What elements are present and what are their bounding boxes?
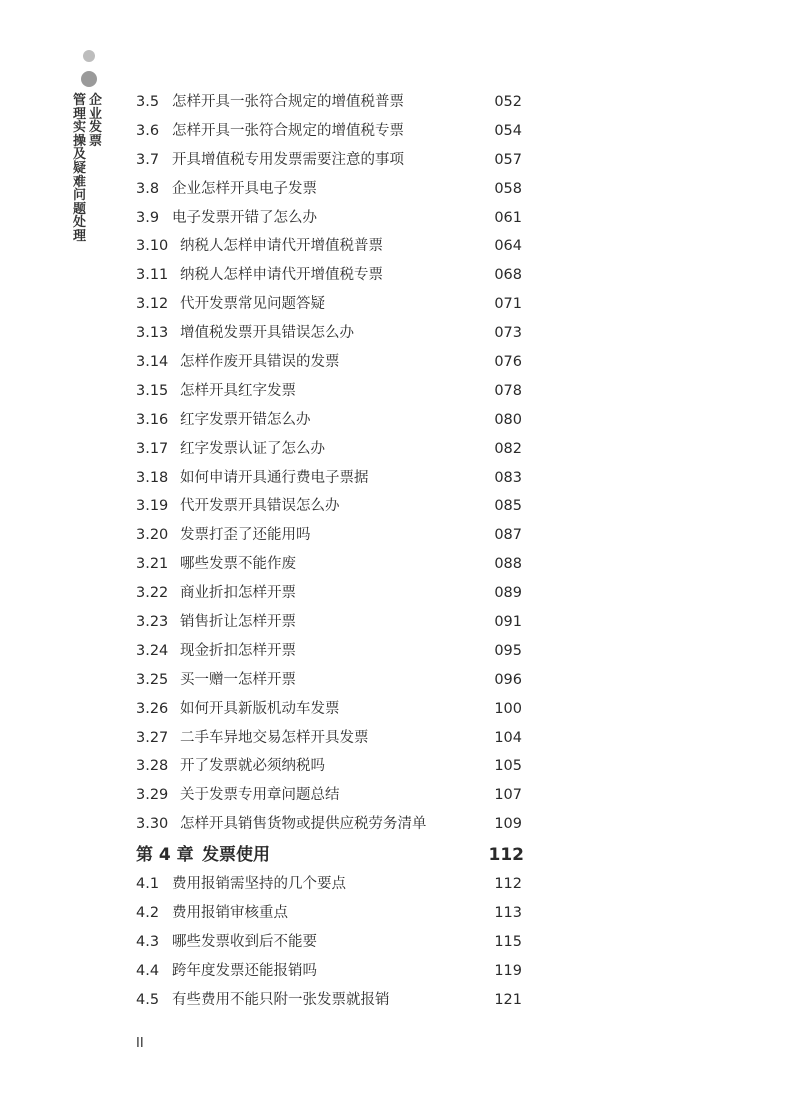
entry-number: 3.8 (136, 180, 160, 197)
entry-title: 代开发票常见问题答疑 (180, 296, 325, 313)
entry-page: 082 (494, 440, 522, 457)
book-title-char: 操 (73, 133, 87, 149)
entry-title: 开具增值税专用发票需要注意的事项 (172, 151, 404, 168)
entry-number: 3.9 (136, 209, 160, 226)
entry-number: 4.5 (136, 991, 160, 1008)
entry-title: 如何开具新版机动车发票 (180, 700, 340, 717)
toc-entry-3-7[interactable] (136, 146, 526, 175)
entry-title: 有些费用不能只附一张发票就报销 (172, 991, 390, 1008)
entry-page: 119 (494, 962, 522, 979)
toc-entry-3-26[interactable] (136, 695, 526, 724)
entry-page: 088 (494, 556, 522, 573)
entry-title: 开了发票就必须纳税吗 (180, 758, 325, 775)
entry-page: 121 (494, 991, 522, 1008)
entry-page: 052 (494, 94, 522, 110)
toc-entry-3-20[interactable] (136, 521, 526, 550)
book-title-char: 题 (73, 201, 87, 217)
entry-title: 买一赠一怎样开票 (180, 671, 296, 688)
entry-page: 089 (494, 585, 522, 602)
toc-entry-3-8[interactable] (136, 175, 526, 204)
entry-title: 怎样开具红字发票 (180, 382, 296, 399)
entry-number: 3.6 (136, 122, 160, 139)
entry-title: 哪些发票收到后不能要 (172, 933, 317, 950)
entry-page: 095 (494, 642, 522, 659)
entry-number: 4.2 (136, 905, 160, 922)
book-title-char: 处 (73, 215, 87, 231)
entry-page: 096 (494, 671, 522, 688)
toc-entry-3-28[interactable] (136, 752, 526, 781)
toc-entry-3-14[interactable] (136, 348, 526, 377)
chapter-title: 发票使用 (202, 845, 270, 866)
book-title-char: 实 (73, 120, 87, 136)
entry-page: 064 (494, 238, 522, 255)
entry-number: 3.15 (136, 382, 169, 399)
toc-entry-4-4[interactable] (136, 957, 526, 986)
entry-page: 107 (494, 787, 522, 804)
entry-title: 费用报销审核重点 (172, 905, 288, 922)
toc-entry-3-9[interactable] (136, 204, 526, 233)
entry-number: 3.27 (136, 729, 169, 746)
entry-number: 3.21 (136, 556, 169, 573)
entry-title: 企业怎样开具电子发票 (172, 180, 317, 197)
book-title-char: 企 (89, 93, 103, 108)
entry-number: 3.16 (136, 411, 169, 428)
entry-page: 068 (494, 267, 522, 284)
entry-title: 怎样开具一张符合规定的增值税专票 (172, 122, 404, 139)
book-title-char: 问 (73, 188, 87, 204)
entry-page: 109 (494, 816, 522, 833)
toc-entry-3-19[interactable] (136, 492, 526, 521)
entry-page: 105 (494, 758, 522, 775)
entry-number: 3.10 (136, 238, 169, 255)
book-title-char: 管 (73, 93, 87, 108)
toc-entry-4-1[interactable] (136, 870, 526, 899)
page-number: II (136, 1036, 144, 1051)
entry-page: 078 (494, 382, 522, 399)
toc-entry-3-16[interactable] (136, 406, 526, 435)
entry-number: 4.4 (136, 962, 160, 979)
chapter-page: 112 (488, 845, 524, 866)
toc-entry-3-25[interactable] (136, 666, 526, 695)
toc-entry-3-12[interactable] (136, 290, 526, 319)
entry-page: 076 (494, 354, 522, 371)
entry-number: 3.19 (136, 498, 169, 515)
decorative-dot-large (81, 71, 97, 87)
entry-number: 3.29 (136, 787, 169, 804)
entry-title: 费用报销需坚持的几个要点 (172, 876, 346, 893)
toc-entry-4-2[interactable] (136, 899, 526, 928)
entry-number: 3.14 (136, 354, 169, 371)
entry-title: 销售折让怎样开票 (180, 614, 296, 631)
entry-number: 4.3 (136, 933, 160, 950)
toc-entry-3-29[interactable] (136, 781, 526, 810)
entry-page: 112 (494, 876, 522, 893)
entry-page: 073 (494, 325, 522, 342)
toc-entry-3-15[interactable] (136, 377, 526, 406)
entry-number: 4.1 (136, 876, 160, 893)
entry-page: 083 (494, 469, 522, 486)
book-title-char: 票 (89, 133, 103, 149)
entry-page: 115 (494, 933, 522, 950)
entry-number: 3.11 (136, 267, 169, 284)
entry-page: 054 (494, 122, 522, 139)
entry-number: 3.28 (136, 758, 169, 775)
entry-page: 058 (494, 180, 522, 197)
book-title-column-2 (73, 94, 86, 244)
entry-number: 3.24 (136, 642, 169, 659)
entry-number: 3.30 (136, 816, 169, 833)
toc-entry-3-21[interactable] (136, 550, 526, 579)
entry-title: 哪些发票不能作废 (180, 556, 296, 573)
entry-title: 关于发票专用章问题总结 (180, 787, 340, 804)
entry-page: 087 (494, 527, 522, 544)
entry-title: 红字发票开错怎么办 (180, 411, 311, 428)
book-title-char: 理 (73, 228, 87, 244)
book-title-char: 难 (73, 174, 87, 190)
entry-number: 3.17 (136, 440, 169, 457)
entry-number: 3.22 (136, 585, 169, 602)
table-of-contents (136, 88, 526, 1015)
entry-page: 085 (494, 498, 522, 515)
book-title-column-1 (89, 94, 102, 148)
entry-title: 电子发票开错了怎么办 (172, 209, 317, 226)
entry-number: 3.12 (136, 296, 169, 313)
toc-entry-4-5[interactable] (136, 986, 526, 1015)
entry-page: 091 (494, 614, 522, 631)
toc-entry-3-17[interactable] (136, 435, 526, 464)
decorative-dot-small (83, 50, 95, 62)
entry-title: 纳税人怎样申请代开增值税专票 (180, 267, 383, 284)
entry-page: 071 (494, 296, 522, 313)
entry-number: 3.7 (136, 151, 160, 168)
toc-entry-3-11[interactable] (136, 261, 526, 290)
entry-title: 怎样作废开具错误的发票 (180, 354, 340, 371)
entry-number: 3.20 (136, 527, 169, 544)
toc-entry-3-13[interactable] (136, 319, 526, 348)
entry-number: 3.18 (136, 469, 169, 486)
toc-entry-3-30[interactable] (136, 810, 526, 839)
toc-entry-3-6[interactable] (136, 117, 526, 146)
entry-title: 红字发票认证了怎么办 (180, 440, 325, 457)
toc-entry-3-22[interactable] (136, 579, 526, 608)
entry-page: 100 (494, 700, 522, 717)
entry-page: 113 (494, 905, 522, 922)
entry-title: 发票打歪了还能用吗 (180, 527, 311, 544)
book-title-char: 业 (89, 106, 103, 122)
toc-entry-4-3[interactable] (136, 928, 526, 957)
toc-entry-3-5[interactable] (136, 88, 526, 117)
entry-number: 3.25 (136, 671, 169, 688)
book-title-char: 发 (89, 120, 103, 136)
entry-title: 增值税发票开具错误怎么办 (180, 325, 354, 342)
toc-entry-3-23[interactable] (136, 608, 526, 637)
book-title-char: 及 (73, 147, 87, 163)
entry-number: 3.5 (136, 94, 160, 110)
entry-title: 二手车异地交易怎样开具发票 (180, 729, 369, 746)
entry-number: 3.13 (136, 325, 169, 342)
entry-page: 104 (494, 729, 522, 746)
entry-number: 3.26 (136, 700, 169, 717)
entry-title: 跨年度发票还能报销吗 (172, 962, 317, 979)
toc-entry-3-24[interactable] (136, 637, 526, 666)
entry-title: 现金折扣怎样开票 (180, 642, 296, 659)
entry-page: 057 (494, 151, 522, 168)
toc-entry-3-10[interactable] (136, 232, 526, 261)
entry-title: 代开发票开具错误怎么办 (180, 498, 340, 515)
entry-title: 商业折扣怎样开票 (180, 585, 296, 602)
entry-page: 061 (494, 209, 522, 226)
book-title-char: 疑 (73, 160, 87, 176)
toc-entry-3-27[interactable] (136, 724, 526, 753)
entry-title: 怎样开具一张符合规定的增值税普票 (172, 94, 404, 110)
toc-entry-3-18[interactable] (136, 464, 526, 493)
toc-chapter-4[interactable] (136, 840, 526, 870)
entry-number: 3.23 (136, 614, 169, 631)
chapter-label: 第 4 章 (136, 845, 194, 866)
entry-title: 怎样开具销售货物或提供应税劳务清单 (180, 816, 427, 833)
entry-title: 纳税人怎样申请代开增值税普票 (180, 238, 383, 255)
book-title-char: 理 (73, 106, 87, 122)
entry-page: 080 (494, 411, 522, 428)
entry-title: 如何申请开具通行费电子票据 (180, 469, 369, 486)
